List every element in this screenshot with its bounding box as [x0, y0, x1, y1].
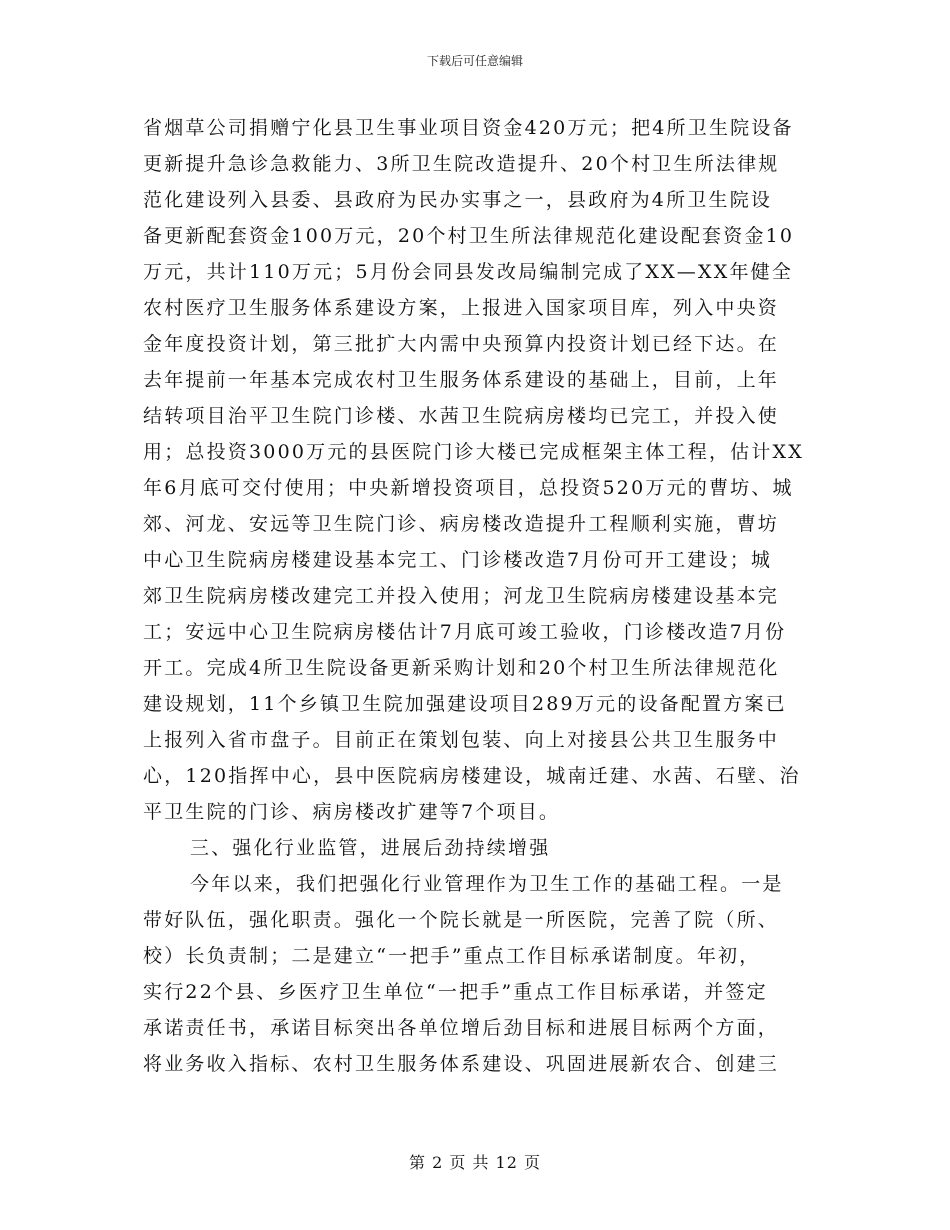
text-line: 心，120指挥中心，县中医院病房楼建设，城南迁建、水茜、石壁、治	[143, 765, 801, 787]
text-line: 去年提前一年基本完成农村卫生服务体系建设的基础上，目前，上年	[143, 369, 780, 391]
text-line: 范化建设列入县委、县政府为民办实事之一，县政府为4所卫生院设	[143, 189, 773, 211]
text-line: 校）长负责制；二是建立“一把手”重点工作目标承诺制度。年初，	[143, 945, 761, 967]
text-line: 年6月底可交付使用；中央新增投资项目，总投资520万元的曹坊、城	[143, 477, 794, 499]
text-line: 郊、河龙、安远等卫生院门诊、病房楼改造提升工程顺利实施，曹坊	[143, 513, 780, 535]
text-line: 工；安远中心卫生院病房楼估计7月底可竣工验收，门诊楼改造7月份	[143, 621, 787, 643]
text-line: 省烟草公司捐赠宁化县卫生事业项目资金420万元；把4所卫生院设备	[143, 117, 794, 139]
paragraph-first-line: 今年以来，我们把强化行业管理作为卫生工作的基础工程。一是	[190, 873, 784, 895]
text-line: 郊卫生院病房楼改建完工并投入使用；河龙卫生院病房楼建设基本完	[143, 585, 780, 607]
text-line: 上报列入省市盘子。目前正在策划包装、向上对接县公共卫生服务中	[143, 729, 780, 751]
page-header-note: 下载后可任意编辑	[426, 54, 523, 68]
text-line: 中心卫生院病房楼建设基本完工、门诊楼改造7月份可开工建设；城	[143, 549, 773, 571]
text-line: 备更新配套资金100万元，20个村卫生所法律规范化建设配套资金10	[143, 225, 795, 247]
text-line: 承诺责任书，承诺目标突出各单位增后劲目标和进展目标两个方面，	[143, 1017, 780, 1039]
text-line: 万元，共计110万元；5月份会同县发改局编制完成了XX—XX年健全	[143, 261, 794, 283]
text-line: 结转项目治平卫生院门诊楼、水茜卫生院病房楼均已完工，并投入使	[143, 405, 780, 427]
document-body	[143, 110, 813, 1082]
text-line: 将业务收入指标、农村卫生服务体系建设、巩固进展新农合、创建三	[143, 1053, 780, 1075]
section-heading: 三、强化行业监管，进展后劲持续增强	[190, 837, 551, 859]
text-line: 建设规划，11个乡镇卫生院加强建设项目289万元的设备配置方案已	[143, 693, 787, 715]
text-line: 开工。完成4所卫生院设备更新采购计划和20个村卫生所法律规范化	[143, 657, 780, 679]
text-line: 带好队伍，强化职责。强化一个院长就是一所医院，完善了院（所、	[143, 909, 780, 931]
text-line: 更新提升急诊急救能力、3所卫生院改造提升、20个村卫生所法律规	[143, 153, 780, 175]
text-line: 平卫生院的门诊、病房楼改扩建等7个项目。	[143, 801, 561, 823]
page-number-footer: 第 2 页 共 12 页	[409, 1153, 541, 1172]
text-line: 金年度投资计划，第三批扩大内需中央预算内投资计划已经下达。在	[143, 333, 780, 355]
text-line: 农村医疗卫生服务体系建设方案，上报进入国家项目库，列入中央资	[143, 297, 780, 319]
text-line: 实行22个县、乡医疗卫生单位“一把手”重点工作目标承诺，并签定	[143, 981, 768, 1003]
text-line: 用；总投资3000万元的县医院门诊大楼已完成框架主体工程，估计XX	[143, 441, 805, 463]
